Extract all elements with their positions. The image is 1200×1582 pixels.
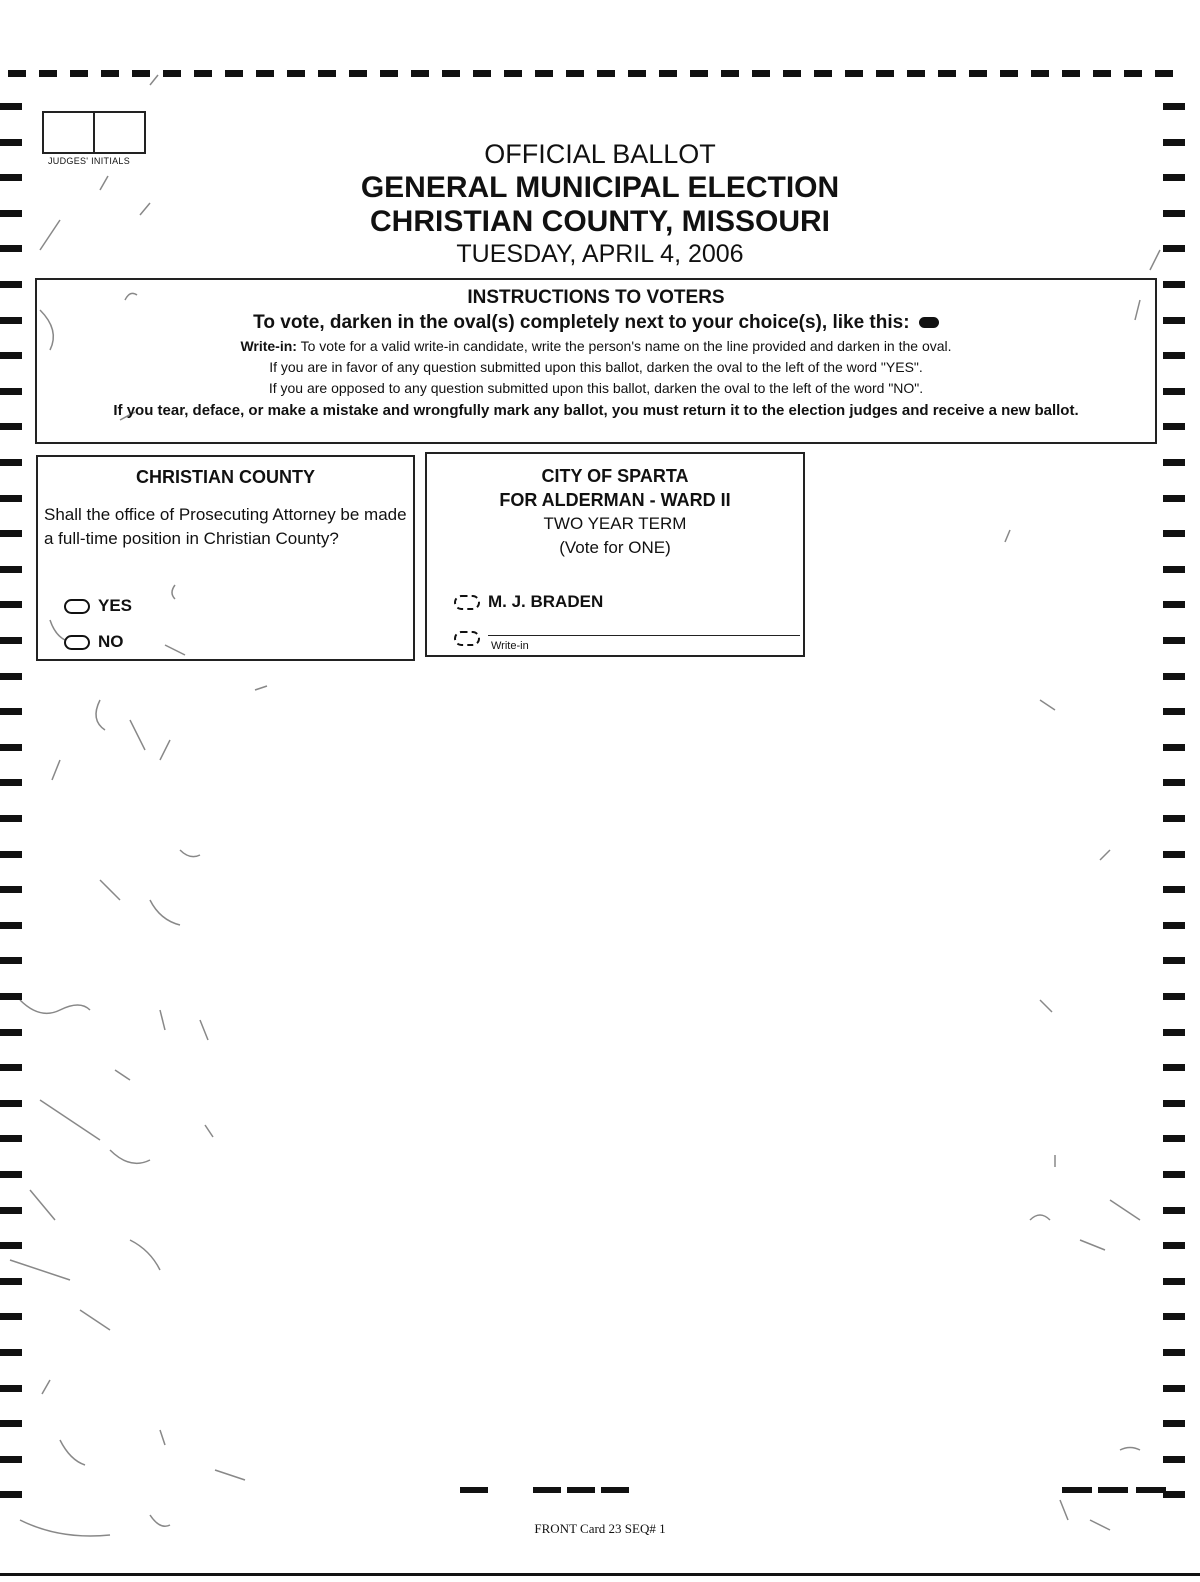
- writein-label: Write-in:: [240, 338, 297, 354]
- left-timing-mark: [0, 993, 22, 1000]
- left-timing-mark: [0, 423, 22, 430]
- vote-for-text: (Vote for ONE): [559, 538, 671, 557]
- right-timing-mark: [1163, 566, 1185, 573]
- right-timing-mark: [1163, 1135, 1185, 1142]
- county-contest-box: [36, 455, 415, 661]
- judges-initials-cell[interactable]: [44, 113, 93, 152]
- left-timing-mark: [0, 1385, 22, 1392]
- left-timing-mark: [0, 1135, 22, 1142]
- top-timing-mark: [411, 70, 429, 77]
- bottom-timing-mark: [460, 1487, 488, 1493]
- top-timing-mark: [628, 70, 646, 77]
- top-timing-mark: [690, 70, 708, 77]
- right-timing-mark: [1163, 1171, 1185, 1178]
- top-timing-mark: [287, 70, 305, 77]
- right-timing-mark: [1163, 388, 1185, 395]
- choice-yes-label: YES: [98, 596, 133, 615]
- office-title: FOR ALDERMAN - WARD II: [499, 490, 731, 510]
- top-timing-mark: [1093, 70, 1111, 77]
- left-timing-mark: [0, 851, 22, 858]
- top-timing-mark: [1062, 70, 1080, 77]
- right-timing-mark: [1163, 1349, 1185, 1356]
- right-timing-mark: [1163, 103, 1185, 110]
- left-timing-mark: [0, 815, 22, 822]
- term-text: TWO YEAR TERM: [543, 514, 687, 533]
- left-timing-mark: [0, 1029, 22, 1036]
- right-timing-mark: [1163, 1420, 1185, 1427]
- card-sequence-text: FRONT Card 23 SEQ# 1: [534, 1521, 666, 1536]
- left-timing-mark: [0, 1207, 22, 1214]
- right-timing-mark: [1163, 1491, 1185, 1498]
- left-timing-mark: [0, 673, 22, 680]
- right-timing-mark: [1163, 1313, 1185, 1320]
- judges-initials-label: JUDGES' INITIALS: [48, 156, 131, 166]
- writein-oval[interactable]: [454, 631, 480, 646]
- right-timing-mark: [1163, 1278, 1185, 1285]
- top-timing-mark: [8, 70, 26, 77]
- right-timing-mark: [1163, 530, 1185, 537]
- right-timing-mark: [1163, 1242, 1185, 1249]
- instructions-main-text: To vote, darken in the oval(s) completely next to your choice(s), like this:: [253, 312, 910, 333]
- left-timing-mark: [0, 210, 22, 217]
- ballot-header: [300, 138, 900, 269]
- left-timing-mark: [0, 1242, 22, 1249]
- bottom-timing-mark: [567, 1487, 595, 1493]
- choice-no-label: NO: [98, 632, 124, 651]
- instructions-mistake: If you tear, deface, or make a mistake and wrongfully mark any ballot, you must return it to the election judges and receive a new ballot.: [113, 402, 1079, 419]
- county-question: Shall the office of Prosecuting Attorney be made a full-time position in Christian County?: [44, 505, 407, 548]
- no-oval[interactable]: [64, 635, 90, 650]
- right-timing-mark: [1163, 779, 1185, 786]
- top-timing-mark: [566, 70, 584, 77]
- bottom-timing-mark: [1136, 1487, 1166, 1493]
- right-timing-mark: [1163, 174, 1185, 181]
- judges-initials-box[interactable]: [42, 111, 146, 154]
- left-timing-mark: [0, 1456, 22, 1463]
- left-timing-mark: [0, 886, 22, 893]
- left-timing-mark: [0, 1171, 22, 1178]
- top-timing-mark: [163, 70, 181, 77]
- top-timing-mark: [752, 70, 770, 77]
- top-timing-mark: [721, 70, 739, 77]
- top-timing-mark: [225, 70, 243, 77]
- left-timing-mark: [0, 1278, 22, 1285]
- top-timing-mark: [597, 70, 615, 77]
- right-timing-mark: [1163, 281, 1185, 288]
- left-timing-mark: [0, 744, 22, 751]
- election-name: GENERAL MUNICIPAL ELECTION: [360, 171, 840, 204]
- left-timing-mark: [0, 1064, 22, 1071]
- top-timing-mark: [876, 70, 894, 77]
- choice-no[interactable]: [64, 632, 124, 652]
- instructions-no: If you are opposed to any question submitted upon this ballot, darken the oval to the left of the word "NO".: [268, 380, 924, 396]
- top-timing-mark: [101, 70, 119, 77]
- top-timing-mark: [969, 70, 987, 77]
- city-contest-box: [425, 452, 805, 657]
- election-date: TUESDAY, APRIL 4, 2006: [456, 240, 744, 268]
- right-timing-mark: [1163, 1100, 1185, 1107]
- left-timing-mark: [0, 708, 22, 715]
- left-timing-mark: [0, 459, 22, 466]
- top-timing-mark: [70, 70, 88, 77]
- top-timing-mark: [349, 70, 367, 77]
- top-timing-mark: [132, 70, 150, 77]
- left-timing-mark: [0, 1420, 22, 1427]
- top-timing-mark: [473, 70, 491, 77]
- jurisdiction-name: CHRISTIAN COUNTY, MISSOURI: [369, 205, 831, 238]
- right-timing-mark: [1163, 1064, 1185, 1071]
- right-timing-mark: [1163, 993, 1185, 1000]
- left-timing-mark: [0, 352, 22, 359]
- top-timing-mark: [256, 70, 274, 77]
- top-timing-mark: [1000, 70, 1018, 77]
- writein-caption: Write-in: [491, 640, 529, 652]
- right-timing-mark: [1163, 601, 1185, 608]
- right-timing-mark: [1163, 851, 1185, 858]
- top-timing-mark: [814, 70, 832, 77]
- instructions-yes: If you are in favor of any question submitted upon this ballot, darken the oval to the left of the word "YES".: [269, 359, 923, 375]
- right-timing-mark: [1163, 815, 1185, 822]
- left-timing-mark: [0, 103, 22, 110]
- top-timing-mark: [845, 70, 863, 77]
- top-timing-mark: [39, 70, 57, 77]
- left-timing-mark: [0, 957, 22, 964]
- top-timing-mark: [659, 70, 677, 77]
- top-timing-mark: [938, 70, 956, 77]
- writein-text: To vote for a valid write-in candidate, write the person's name on the line provided and darken in the oval.: [300, 338, 952, 354]
- top-timing-mark: [1155, 70, 1173, 77]
- left-timing-mark: [0, 1349, 22, 1356]
- top-timing-mark: [1124, 70, 1142, 77]
- left-timing-mark: [0, 174, 22, 181]
- judges-initials-cell[interactable]: [93, 113, 144, 152]
- candidate-oval[interactable]: [454, 595, 480, 610]
- left-timing-mark: [0, 922, 22, 929]
- right-timing-mark: [1163, 1385, 1185, 1392]
- left-timing-mark: [0, 139, 22, 146]
- county-contest-title: CHRISTIAN COUNTY: [136, 467, 315, 487]
- left-timing-mark: [0, 566, 22, 573]
- right-timing-mark: [1163, 886, 1185, 893]
- writein-line[interactable]: [488, 635, 800, 636]
- choice-yes[interactable]: [64, 596, 132, 616]
- right-timing-mark: [1163, 637, 1185, 644]
- city-contest-title: CITY OF SPARTA: [541, 466, 689, 486]
- right-timing-mark: [1163, 352, 1185, 359]
- left-timing-mark: [0, 601, 22, 608]
- bottom-timing-mark: [601, 1487, 629, 1493]
- right-timing-mark: [1163, 922, 1185, 929]
- candidate-name: M. J. BRADEN: [488, 592, 604, 611]
- instructions-box: [35, 278, 1157, 444]
- right-timing-mark: [1163, 495, 1185, 502]
- bottom-timing-mark: [1098, 1487, 1128, 1493]
- right-timing-mark: [1163, 139, 1185, 146]
- left-timing-mark: [0, 1491, 22, 1498]
- bottom-timing-mark: [533, 1487, 561, 1493]
- right-timing-mark: [1163, 423, 1185, 430]
- left-timing-mark: [0, 779, 22, 786]
- top-timing-mark: [194, 70, 212, 77]
- left-timing-mark: [0, 281, 22, 288]
- left-timing-mark: [0, 317, 22, 324]
- bottom-rule: [0, 1573, 1200, 1576]
- right-timing-mark: [1163, 459, 1185, 466]
- left-timing-mark: [0, 495, 22, 502]
- top-timing-mark: [1031, 70, 1049, 77]
- top-timing-mark: [783, 70, 801, 77]
- right-timing-mark: [1163, 1207, 1185, 1214]
- left-timing-mark: [0, 1100, 22, 1107]
- left-timing-mark: [0, 388, 22, 395]
- right-timing-mark: [1163, 317, 1185, 324]
- left-timing-mark: [0, 637, 22, 644]
- left-timing-mark: [0, 245, 22, 252]
- top-timing-mark: [380, 70, 398, 77]
- instructions-writein: [37, 336, 1155, 357]
- right-timing-mark: [1163, 708, 1185, 715]
- ballot-title: OFFICIAL BALLOT: [484, 139, 716, 169]
- instructions-main: [37, 310, 1155, 336]
- left-timing-mark: [0, 530, 22, 537]
- right-timing-mark: [1163, 1456, 1185, 1463]
- instructions-title: INSTRUCTIONS TO VOTERS: [467, 287, 725, 308]
- right-timing-mark: [1163, 245, 1185, 252]
- right-timing-mark: [1163, 957, 1185, 964]
- right-timing-mark: [1163, 210, 1185, 217]
- left-timing-mark: [0, 1313, 22, 1320]
- top-timing-mark: [442, 70, 460, 77]
- candidate-choice[interactable]: [454, 592, 603, 612]
- top-timing-mark: [318, 70, 336, 77]
- right-timing-mark: [1163, 744, 1185, 751]
- top-timing-mark: [535, 70, 553, 77]
- right-timing-mark: [1163, 1029, 1185, 1036]
- yes-oval[interactable]: [64, 599, 90, 614]
- right-timing-mark: [1163, 673, 1185, 680]
- filled-oval-icon: [919, 317, 939, 328]
- top-timing-mark: [907, 70, 925, 77]
- top-timing-mark: [504, 70, 522, 77]
- bottom-timing-mark: [1062, 1487, 1092, 1493]
- writein-choice[interactable]: [454, 631, 488, 646]
